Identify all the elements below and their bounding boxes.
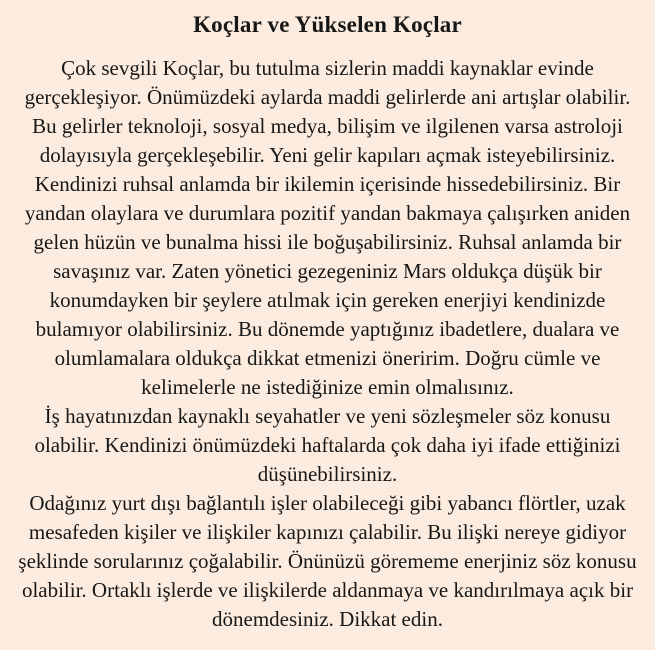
text-line: dolayısıyla gerçekleşebilir. Yeni gelir kapıları açmak isteyebilirsiniz.: [39, 143, 616, 167]
text-line: gelen hüzün ve bunalma hissi ile boğuşabilirsiniz. Ruhsal anlamda bir: [33, 230, 622, 254]
text-line: olabilir. Ortaklı işlerde ve ilişkilerde aldanmaya ve kandırılmaya açık bir: [21, 578, 634, 602]
paragraph: [4, 489, 651, 634]
paragraph: [4, 54, 651, 402]
text-line: İş hayatınızdan kaynaklı seyahatler ve yeni sözleşmeler söz konusu: [44, 404, 611, 428]
text-line: Çok sevgili Koçlar, bu tutulma sizlerin maddi kaynaklar evinde: [61, 56, 594, 80]
text-line: yandan olaylara ve durumlara pozitif yandan bakmaya çalışırken aniden: [24, 201, 631, 225]
text-line: konumdayken bir şeylere atılmak için gereken enerjiyi kendinizde: [49, 288, 606, 312]
paragraph: [4, 402, 651, 489]
text-line: bulamıyor olabilirsiniz. Bu dönemde yaptığınız ibadetlere, dualara ve: [35, 317, 620, 341]
text-line: mesafeden kişiler ve ilişkiler kapınızı çalabilir. Bu ilişki nereye gidiyor: [28, 520, 627, 544]
text-line: savaşınız var. Zaten yönetici gezegeniniz Mars oldukça düşük bir: [53, 259, 602, 283]
text-line: Bu gelirler teknoloji, sosyal medya, bilişim ve ilgilenen varsa astroloji: [32, 114, 623, 138]
text-line: şeklinde sorularınız çoğalabilir. Önünüzü görememe enerjiniz söz konusu: [18, 549, 637, 573]
text-line: dönemdesiniz. Dikkat edin.: [212, 607, 443, 631]
page-title: Koçlar ve Yükselen Koçlar: [193, 12, 462, 37]
text-line: kelimelerle ne istediğinize emin olmalısınız.: [141, 375, 514, 399]
text-line: gerçekleşiyor. Önümüzdeki aylarda maddi gelirlerde ani artışlar olabilir.: [24, 85, 631, 109]
text-line: olumlamalara oldukça dikkat etmenizi öneririm. Doğru cümle ve: [54, 346, 601, 370]
text-line: Kendinizi ruhsal anlamda bir ikilemin içerisinde hissedebilirsiniz. Bir: [34, 172, 621, 196]
text-line: olabilir. Kendinizi önümüzdeki haftalarda çok daha iyi ifade ettiğinizi: [34, 433, 621, 457]
text-line: Odağınız yurt dışı bağlantılı işler olabileceği gibi yabancı flörtler, uzak: [29, 491, 626, 515]
text-line: düşünebilirsiniz.: [257, 462, 398, 486]
article-body: [4, 54, 651, 634]
